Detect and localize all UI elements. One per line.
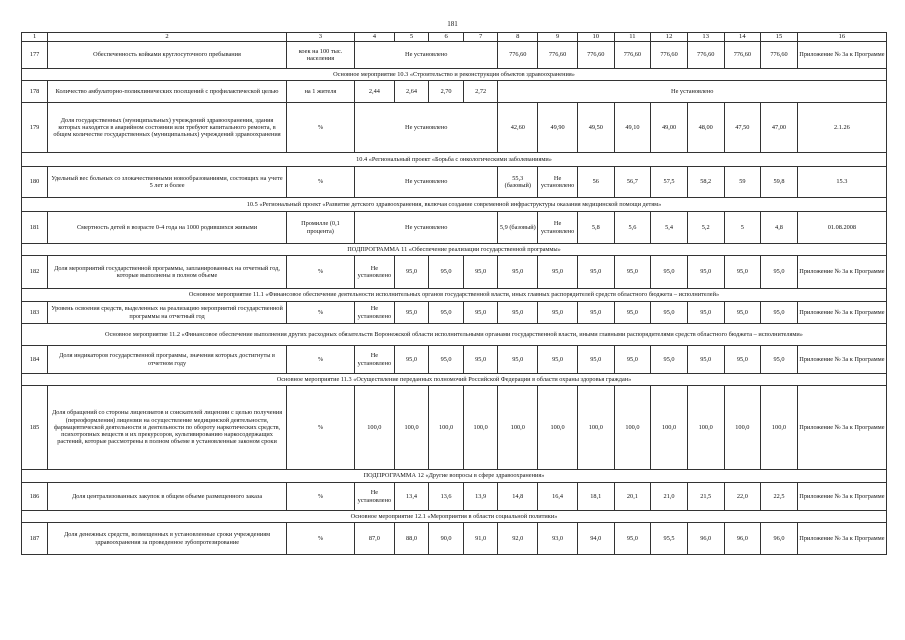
value-cell: 58,2 (687, 167, 724, 198)
value-cell: 776,60 (724, 42, 761, 69)
table-row (22, 212, 887, 244)
value-cell: 95,0 (687, 346, 724, 374)
section-row (22, 198, 887, 212)
section-title: ПОДПРОГРАММА 11 «Обеспечение реализации государственной программы» (22, 244, 887, 256)
column-number: 9 (538, 33, 578, 42)
note-cell: Приложение № 3а к Программе (797, 302, 886, 324)
value-cell: 87,0 (354, 523, 394, 555)
value-cell: 59,8 (761, 167, 798, 198)
column-number: 15 (761, 33, 798, 42)
value-cell: Не установлено (538, 212, 578, 244)
row-number: 187 (22, 523, 48, 555)
row-number: 183 (22, 302, 48, 324)
section-title: Основное мероприятие 11.1 «Финансовое обеспечение деятельности исполнительных органов государственной власти, иных главных распорядителей средств областного бюджета – исполнителей» (22, 289, 887, 302)
value-cell: 49,10 (614, 103, 651, 153)
value-cell: 48,00 (687, 103, 724, 153)
value-cell: 95,0 (429, 256, 464, 289)
value-cell: 96,0 (761, 523, 798, 555)
value-cell: 93,0 (538, 523, 578, 555)
column-number: 7 (463, 33, 498, 42)
unit-cell: Промилле (0,1 процента) (286, 212, 354, 244)
value-cell: 100,0 (687, 386, 724, 470)
column-number: 3 (286, 33, 354, 42)
value-cell: 95,0 (394, 302, 429, 324)
note-cell: 15.3 (797, 167, 886, 198)
indicator-name: Доля государственных (муниципальных) учреждений здравоохранения, здания которых находятся в аварийном состоянии или требуют капитального ремонта, в общем количестве государственных (муниципальных) учреждений здравоохранения (48, 103, 287, 153)
unit-cell: % (286, 103, 354, 153)
value-cell: 22,5 (761, 483, 798, 511)
note-cell: 01.08.2008 (797, 212, 886, 244)
column-number: 16 (797, 33, 886, 42)
value-cell: 13,6 (429, 483, 464, 511)
value-cell: Не установлено (354, 483, 394, 511)
value-cell: 13,4 (394, 483, 429, 511)
unit-cell: % (286, 167, 354, 198)
value-cell: 95,0 (429, 302, 464, 324)
value-cell: 4,8 (761, 212, 798, 244)
value-cell: 2,70 (429, 81, 464, 103)
value-cell: 59 (724, 167, 761, 198)
value-cell: 95,0 (614, 346, 651, 374)
column-number: 10 (577, 33, 614, 42)
value-cell: 96,0 (687, 523, 724, 555)
not-set-cell: Не установлено (354, 212, 497, 244)
value-cell: 95,0 (724, 346, 761, 374)
indicator-name: Доля централизованных закупок в общем объеме размещенного заказа (48, 483, 287, 511)
value-cell: 22,0 (724, 483, 761, 511)
value-cell: 95,0 (651, 256, 688, 289)
not-set-cell: Не установлено (354, 42, 497, 69)
value-cell: 95,0 (394, 256, 429, 289)
value-cell: 5 (724, 212, 761, 244)
table-row (22, 42, 887, 69)
value-cell: 95,0 (577, 346, 614, 374)
value-cell: 5,8 (577, 212, 614, 244)
value-cell: 5,9 (базовый) (498, 212, 538, 244)
value-cell: 95,0 (761, 256, 798, 289)
value-cell: 100,0 (651, 386, 688, 470)
indicator-name: Количество амбулаторно-поликлинических посещений с профилактической целью (48, 81, 287, 103)
section-title: 10.5 «Региональный проект «Развитие детского здравоохранения, включая создание современной инфраструктуры оказания медицинской помощи детям» (22, 198, 887, 212)
value-cell: 776,60 (651, 42, 688, 69)
section-title: Основное мероприятие 11.2 «Финансовое обеспечение выполнения других расходных обязательств Воронежской области исполнительными органами государственной власти, иными главными распорядителями средств областного бюджета – исполнителями» (22, 324, 887, 346)
unit-cell: % (286, 302, 354, 324)
value-cell: 95,0 (577, 256, 614, 289)
column-number: 13 (687, 33, 724, 42)
value-cell: 5,2 (687, 212, 724, 244)
row-number: 181 (22, 212, 48, 244)
value-cell: 18,1 (577, 483, 614, 511)
value-cell: 21,0 (651, 483, 688, 511)
column-number: 6 (429, 33, 464, 42)
value-cell: 95,0 (498, 302, 538, 324)
table-row (22, 81, 887, 103)
value-cell: 776,60 (761, 42, 798, 69)
value-cell: 2,72 (463, 81, 498, 103)
column-number: 8 (498, 33, 538, 42)
row-number: 179 (22, 103, 48, 153)
table-row (22, 167, 887, 198)
value-cell: 95,0 (538, 256, 578, 289)
value-cell: 42,60 (498, 103, 538, 153)
value-cell: Не установлено (354, 302, 394, 324)
value-cell: 776,60 (614, 42, 651, 69)
unit-cell: коек на 100 тыс. населения (286, 42, 354, 69)
indicators-table (21, 32, 887, 555)
note-cell: 2.1.26 (797, 103, 886, 153)
column-number: 2 (48, 33, 287, 42)
column-number: 14 (724, 33, 761, 42)
value-cell: 100,0 (498, 386, 538, 470)
header-row (22, 33, 887, 42)
value-cell: 14,8 (498, 483, 538, 511)
value-cell: 95,0 (687, 302, 724, 324)
value-cell: 49,50 (577, 103, 614, 153)
section-row (22, 244, 887, 256)
indicator-name: Смертность детей в возрасте 0-4 года на 1000 родившихся живыми (48, 212, 287, 244)
table-row (22, 346, 887, 374)
column-number: 5 (394, 33, 429, 42)
note-cell: Приложение № 3а к Программе (797, 256, 886, 289)
value-cell: 95,0 (724, 302, 761, 324)
section-row (22, 374, 887, 386)
row-number: 180 (22, 167, 48, 198)
column-number: 12 (651, 33, 688, 42)
value-cell: 49,90 (538, 103, 578, 153)
unit-cell: % (286, 346, 354, 374)
not-set-cell: Не установлено (354, 167, 497, 198)
value-cell: 100,0 (354, 386, 394, 470)
row-number: 184 (22, 346, 48, 374)
value-cell: 95,5 (651, 523, 688, 555)
value-cell: 100,0 (429, 386, 464, 470)
value-cell: 2,44 (354, 81, 394, 103)
section-row (22, 289, 887, 302)
table-row (22, 256, 887, 289)
value-cell: 47,00 (761, 103, 798, 153)
value-cell: 776,60 (687, 42, 724, 69)
value-cell: Не установлено (354, 256, 394, 289)
indicator-name: Доля индикаторов государственной программы, значения которых достигнуты в отчетном году (48, 346, 287, 374)
not-set-cell: Не установлено (354, 103, 497, 153)
value-cell: Не установлено (538, 167, 578, 198)
column-number: 4 (354, 33, 394, 42)
row-number: 178 (22, 81, 48, 103)
table-row (22, 103, 887, 153)
row-number: 177 (22, 42, 48, 69)
value-cell: 96,0 (724, 523, 761, 555)
indicator-name: Обеспеченность койками круглосуточного пребывания (48, 42, 287, 69)
value-cell: 95,0 (687, 256, 724, 289)
section-row (22, 470, 887, 483)
note-cell: Приложение № 3а к Программе (797, 483, 886, 511)
value-cell: 776,60 (498, 42, 538, 69)
value-cell: 16,4 (538, 483, 578, 511)
section-row (22, 69, 887, 81)
indicator-name: Доля обращений со стороны лицензиатов и соискателей лицензии с целью получения (переоформления) лицензии на осуществление медицинской деятельности, фармацевтической деятельности и деятельности по обороту наркотических средств, психотропных веществ и их прекурсоров, культивированию наркосодержащих растений, которые рассмотрены в полном объеме в установленные законом сроки (48, 386, 287, 470)
column-number: 1 (22, 33, 48, 42)
not-set-cell: Не установлено (498, 81, 887, 103)
value-cell: 13,9 (463, 483, 498, 511)
value-cell: Не установлено (354, 346, 394, 374)
value-cell: 57,5 (651, 167, 688, 198)
table-row (22, 523, 887, 555)
value-cell: 100,0 (614, 386, 651, 470)
value-cell: 100,0 (577, 386, 614, 470)
note-cell: Приложение № 3а к Программе (797, 346, 886, 374)
value-cell: 55,3 (базовый) (498, 167, 538, 198)
value-cell: 95,0 (651, 346, 688, 374)
row-number: 182 (22, 256, 48, 289)
value-cell: 95,0 (577, 302, 614, 324)
indicator-name: Уровень освоения средств, выделенных на реализацию мероприятий государственной программы на отчетный год (48, 302, 287, 324)
value-cell: 95,0 (761, 302, 798, 324)
table-row (22, 386, 887, 470)
value-cell: 21,5 (687, 483, 724, 511)
value-cell: 49,00 (651, 103, 688, 153)
value-cell: 47,50 (724, 103, 761, 153)
value-cell: 5,6 (614, 212, 651, 244)
value-cell: 95,0 (614, 302, 651, 324)
value-cell: 2,64 (394, 81, 429, 103)
value-cell: 94,0 (577, 523, 614, 555)
value-cell: 95,0 (463, 256, 498, 289)
value-cell: 95,0 (463, 302, 498, 324)
value-cell: 95,0 (614, 523, 651, 555)
value-cell: 100,0 (724, 386, 761, 470)
value-cell: 95,0 (724, 256, 761, 289)
section-title: Основное мероприятие 12.1 «Мероприятия в области социальной политики» (22, 511, 887, 523)
note-cell: Приложение № 3а к Программе (797, 42, 886, 69)
indicator-name: Доля мероприятий государственной программы, запланированных на отчетный год, которые выполнены в полном объеме (48, 256, 287, 289)
value-cell: 776,60 (538, 42, 578, 69)
value-cell: 95,0 (498, 256, 538, 289)
value-cell: 100,0 (394, 386, 429, 470)
unit-cell: % (286, 523, 354, 555)
row-number: 186 (22, 483, 48, 511)
value-cell: 88,0 (394, 523, 429, 555)
note-cell: Приложение № 3а к Программе (797, 386, 886, 470)
section-row (22, 324, 887, 346)
value-cell: 95,0 (538, 302, 578, 324)
row-number: 185 (22, 386, 48, 470)
table-row (22, 302, 887, 324)
section-title: ПОДПРОГРАММА 12 «Другие вопросы в сфере здравоохранения» (22, 470, 887, 483)
unit-cell: % (286, 483, 354, 511)
page-number: 181 (447, 20, 458, 28)
table-row (22, 483, 887, 511)
unit-cell: на 1 жителя (286, 81, 354, 103)
section-title: Основное мероприятие 10.3 «Строительство и реконструкция объектов здравоохранения» (22, 69, 887, 81)
value-cell: 95,0 (614, 256, 651, 289)
value-cell: 776,60 (577, 42, 614, 69)
value-cell: 95,0 (429, 346, 464, 374)
section-row (22, 153, 887, 167)
value-cell: 100,0 (538, 386, 578, 470)
value-cell: 95,0 (463, 346, 498, 374)
value-cell: 92,0 (498, 523, 538, 555)
value-cell: 20,1 (614, 483, 651, 511)
value-cell: 5,4 (651, 212, 688, 244)
value-cell: 95,0 (761, 346, 798, 374)
value-cell: 100,0 (463, 386, 498, 470)
indicator-name: Удельный вес больных со злокачественными новообразованиями, состоящих на учете 5 лет и более (48, 167, 287, 198)
value-cell: 95,0 (651, 302, 688, 324)
column-number: 11 (614, 33, 651, 42)
value-cell: 91,0 (463, 523, 498, 555)
indicator-name: Доля денежных средств, возмещенных в установленные сроки учреждениям здравоохранения за проведенное зубопротезирование (48, 523, 287, 555)
unit-cell: % (286, 386, 354, 470)
value-cell: 56 (577, 167, 614, 198)
unit-cell: % (286, 256, 354, 289)
value-cell: 95,0 (538, 346, 578, 374)
note-cell: Приложение № 3а к Программе (797, 523, 886, 555)
value-cell: 95,0 (498, 346, 538, 374)
value-cell: 90,0 (429, 523, 464, 555)
section-title: 10.4 «Региональный проект «Борьба с онкологическими заболеваниями» (22, 153, 887, 167)
section-title: Основное мероприятие 11.3 «Осуществление переданных полномочий Российской Федерации в области охраны здоровья граждан» (22, 374, 887, 386)
value-cell: 56,7 (614, 167, 651, 198)
section-row (22, 511, 887, 523)
value-cell: 100,0 (761, 386, 798, 470)
value-cell: 95,0 (394, 346, 429, 374)
